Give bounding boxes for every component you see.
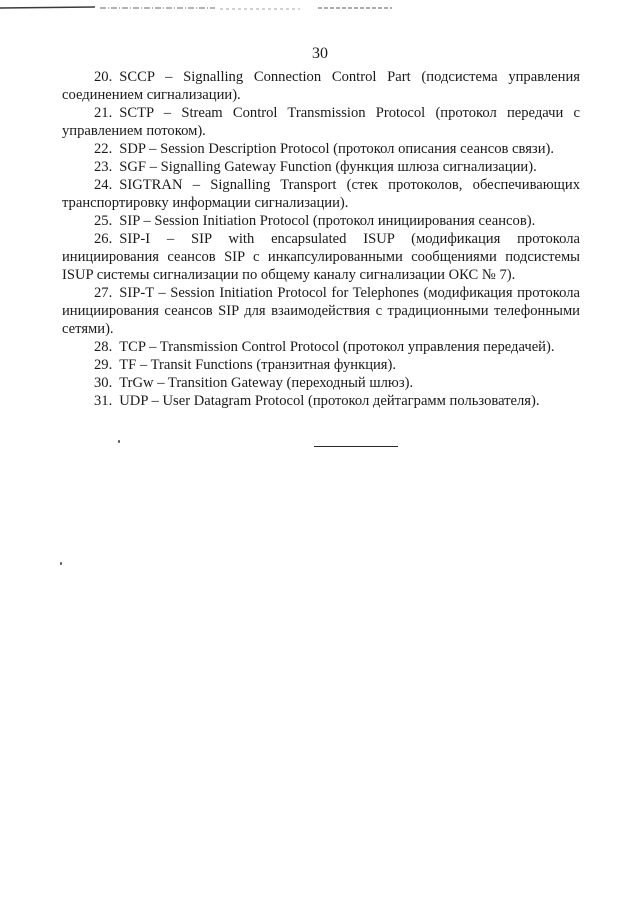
item-text: SIP – Session Initiation Protocol (протокол инициирования сеансов). [119, 213, 536, 229]
list-item [62, 230, 580, 284]
item-number: 21. [94, 105, 113, 121]
item-text: SIP-I – SIP with encapsulated ISUP (модификация протокола инициирования сеансов SIP с инкапсулированными сообщениями подсистемы ISUP системы сигнализации по общему каналу сигнализации ОКС № 7). [62, 231, 580, 283]
abbreviation-list [62, 68, 580, 410]
item-text: SCCP – Signalling Connection Control Part (подсистема управления соединением сигнализации). [62, 69, 580, 103]
list-item [62, 392, 580, 410]
item-text: SDP – Session Description Protocol (протокол описания сеансов связи). [119, 141, 555, 157]
item-number: 23. [94, 159, 113, 175]
list-item [62, 104, 580, 140]
item-number: 30. [94, 375, 113, 391]
list-item [62, 176, 580, 212]
item-text: SCTP – Stream Control Transmission Protocol (протокол передачи с управлением потоком). [62, 105, 580, 139]
item-number: 26. [94, 231, 113, 247]
item-number: 25. [94, 213, 113, 229]
list-item [62, 356, 580, 374]
scan-edge-artifact [0, 0, 640, 14]
end-divider [314, 446, 398, 447]
scan-speck [60, 562, 62, 565]
list-item [62, 338, 580, 356]
item-text: TF – Transit Functions (транзитная функция). [119, 357, 397, 373]
scan-speck [118, 440, 120, 443]
list-item [62, 140, 580, 158]
list-item [62, 212, 580, 230]
list-item [62, 374, 580, 392]
list-item [62, 284, 580, 338]
list-item [62, 68, 580, 104]
item-number: 31. [94, 393, 113, 409]
item-number: 29. [94, 357, 113, 373]
item-text: UDP – User Datagram Protocol (протокол дейтаграмм пользователя). [119, 393, 540, 409]
item-number: 22. [94, 141, 113, 157]
item-number: 20. [94, 69, 113, 85]
item-number: 24. [94, 177, 113, 193]
item-text: SIGTRAN – Signalling Transport (стек протоколов, обеспечивающих транспортировку информации сигнализации). [62, 177, 580, 211]
item-text: SGF – Signalling Gateway Function (функция шлюза сигнализации). [119, 159, 537, 175]
list-item [62, 158, 580, 176]
item-number: 28. [94, 339, 113, 355]
page-number: 30 [312, 45, 328, 62]
item-text: TCP – Transmission Control Protocol (протокол управления передачей). [119, 339, 555, 355]
item-number: 27. [94, 285, 113, 301]
item-text: TrGw – Transition Gateway (переходный шлюз). [119, 375, 414, 391]
item-text: SIP-T – Session Initiation Protocol for Telephones (модификация протокола инициирования сеансов SIP для взаимодействия с традиционными телефонными сетями). [62, 285, 580, 337]
